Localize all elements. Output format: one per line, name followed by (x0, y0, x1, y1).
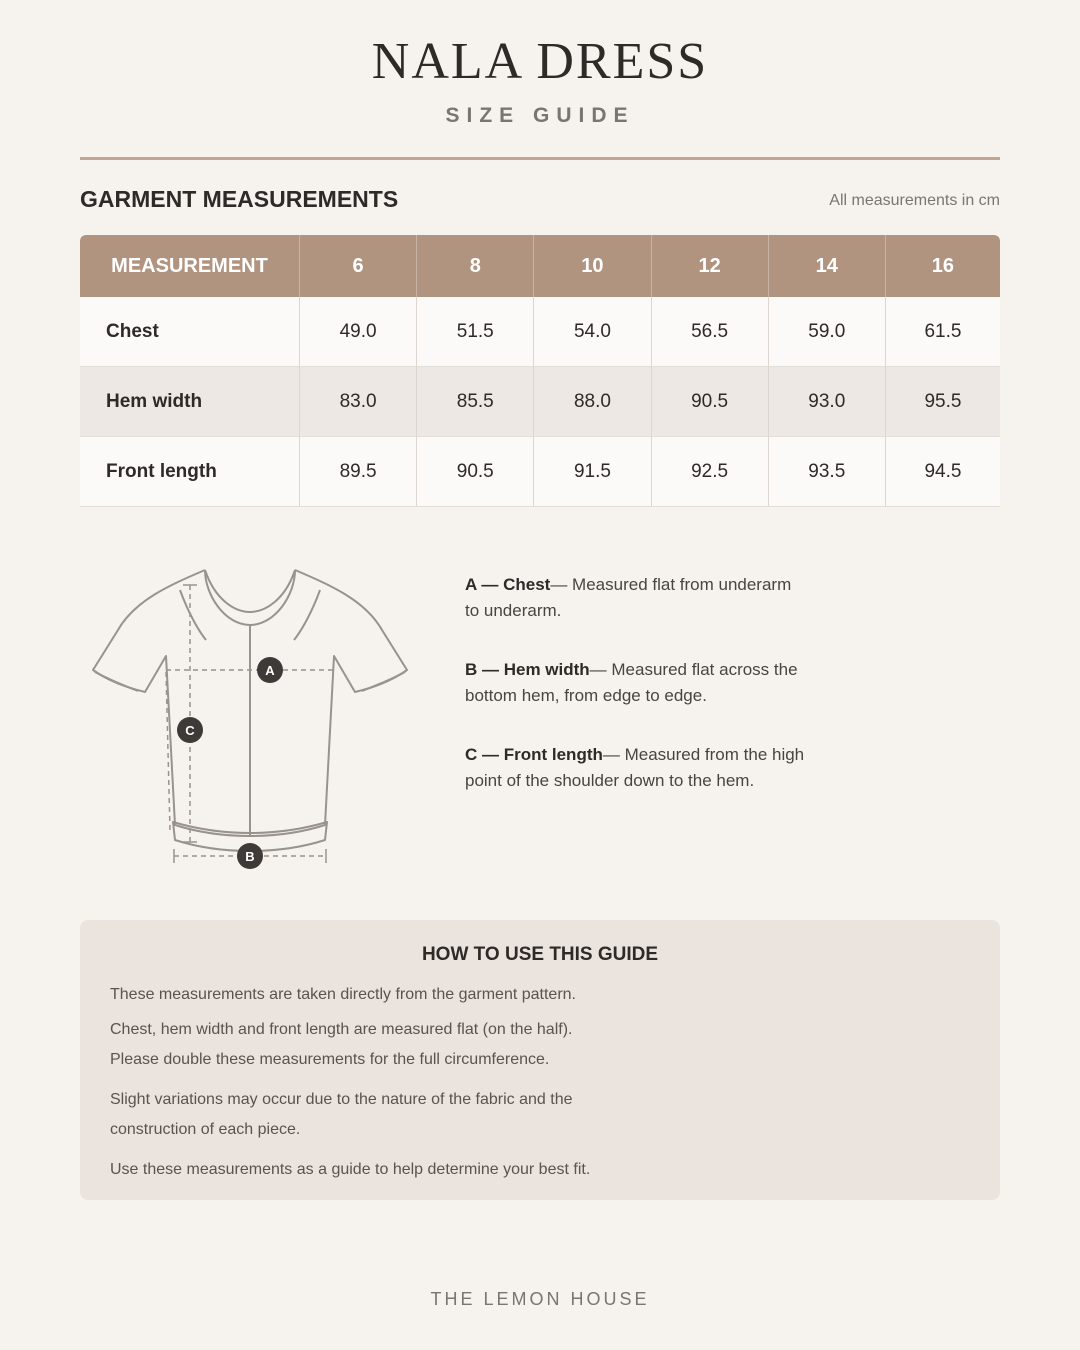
definition-text: — Measured flat from underarm (550, 575, 792, 594)
marker-b-label: B (245, 849, 255, 864)
table-cell: 91.5 (534, 437, 651, 507)
guide-line: Slight variations may occur due to the nature of the fabric and the (110, 1091, 573, 1108)
neckline (205, 570, 295, 612)
guide-line: Please double these measurements for the full circumference. (110, 1051, 550, 1068)
marker-c (177, 717, 203, 743)
dress-measurement-diagram (80, 555, 420, 885)
definition-front-length (465, 742, 825, 794)
guide-line: construction of each piece. (110, 1121, 301, 1138)
table-cell: 93.0 (769, 367, 886, 437)
table-cell: 89.5 (300, 437, 417, 507)
table-cell: 95.5 (886, 367, 1000, 437)
brand-footer: THE LEMON HOUSE (430, 1289, 650, 1309)
definition-key: C — Front length (465, 745, 603, 764)
page-title: NALA DRESS (371, 33, 709, 90)
table-cell: 93.5 (769, 437, 886, 507)
how-to-use-panel (80, 920, 1000, 1200)
definition-key: A — Chest (465, 575, 551, 594)
definition-hem-width (465, 657, 825, 709)
definition-key: B — Hem width (465, 660, 590, 679)
row-label: Hem width (80, 367, 300, 437)
definition-text-cont: to underarm. (465, 601, 562, 620)
marker-c-label: C (185, 723, 195, 738)
left-armhole (180, 590, 206, 640)
column-header-size: 8 (417, 235, 534, 297)
table-row-chest (80, 297, 1000, 367)
guide-line: Use these measurements as a guide to help determine your best fit. (110, 1161, 591, 1178)
right-armhole (294, 590, 320, 640)
column-header-size: 16 (886, 235, 1000, 297)
table-cell: 56.5 (652, 297, 769, 367)
table-cell: 90.5 (652, 367, 769, 437)
column-header-size: 14 (769, 235, 886, 297)
definition-chest (465, 572, 825, 624)
page-subtitle: SIZE GUIDE (445, 104, 635, 127)
table-cell: 51.5 (417, 297, 534, 367)
header-divider (80, 157, 1000, 160)
table-row-hem-width (80, 367, 1000, 437)
left-sleeve-cuff (95, 672, 138, 691)
inner-neckline (205, 570, 295, 625)
guide-title: HOW TO USE THIS GUIDE (421, 944, 659, 965)
row-label: Front length (80, 437, 300, 507)
table-cell: 88.0 (534, 367, 651, 437)
definition-text: — Measured flat across the (589, 660, 798, 679)
guide-line: Chest, hem width and front length are measured flat (on the half). (110, 1021, 573, 1038)
definition-text-cont: point of the shoulder down to the hem. (465, 771, 755, 790)
measurements-table (80, 235, 1000, 507)
table-row-front-length (80, 437, 1000, 507)
marker-a (257, 657, 283, 683)
column-header-measurement: MEASUREMENT (80, 235, 300, 297)
section-title: GARMENT MEASUREMENTS (80, 186, 399, 212)
right-sleeve-cuff (362, 672, 405, 691)
table-cell: 94.5 (886, 437, 1000, 507)
marker-a-label: A (265, 663, 275, 678)
row-label: Chest (80, 297, 300, 367)
definition-text: — Measured from the high (602, 745, 805, 764)
table-cell: 59.0 (769, 297, 886, 367)
table-header-row (80, 235, 1000, 297)
table-cell: 92.5 (652, 437, 769, 507)
marker-b (237, 843, 263, 869)
column-header-size: 12 (652, 235, 769, 297)
table-cell: 85.5 (417, 367, 534, 437)
definition-text-cont: bottom hem, from edge to edge. (465, 686, 707, 705)
units-note: All measurements in cm (829, 192, 1000, 209)
table-cell: 90.5 (417, 437, 534, 507)
table-cell: 61.5 (886, 297, 1000, 367)
guide-line: These measurements are taken directly from the garment pattern. (110, 986, 576, 1003)
column-header-size: 10 (534, 235, 651, 297)
table-cell: 83.0 (300, 367, 417, 437)
column-header-size: 6 (300, 235, 417, 297)
measurement-definitions (465, 572, 825, 827)
table-cell: 54.0 (534, 297, 651, 367)
table-cell: 49.0 (300, 297, 417, 367)
